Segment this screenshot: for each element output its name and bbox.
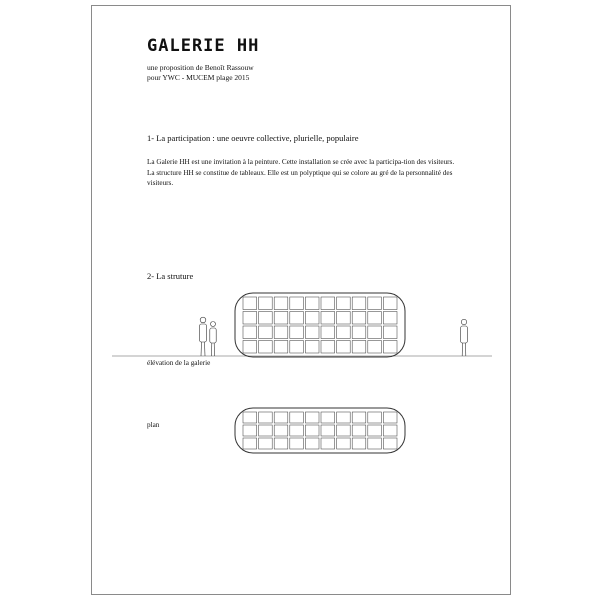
elevation-panel-grid <box>243 297 397 353</box>
canvas-panel <box>274 438 288 449</box>
canvas-panel <box>368 425 382 436</box>
subtitle-line-event: pour YWC - MUCEM plage 2015 <box>147 73 250 82</box>
canvas-panel <box>290 341 304 354</box>
canvas-panel <box>259 425 273 436</box>
canvas-panel <box>243 312 257 325</box>
canvas-panel <box>290 425 304 436</box>
canvas-panel <box>305 341 319 354</box>
elevation-label: élévation de la galerie <box>147 359 211 367</box>
canvas-panel <box>352 412 366 423</box>
canvas-panel <box>368 341 382 354</box>
canvas-panel <box>243 297 257 310</box>
canvas-panel <box>352 438 366 449</box>
canvas-panel <box>274 425 288 436</box>
canvas-panel <box>290 438 304 449</box>
canvas-panel <box>337 326 351 339</box>
human-figure-right <box>461 319 468 356</box>
canvas-panel <box>274 412 288 423</box>
canvas-panel <box>352 312 366 325</box>
canvas-panel <box>290 297 304 310</box>
canvas-panel <box>305 312 319 325</box>
canvas-panel <box>383 312 397 325</box>
section1-heading: 1- La participation : une oeuvre collective, plurielle, populaire <box>147 133 359 143</box>
canvas-panel <box>243 326 257 339</box>
canvas-panel <box>305 438 319 449</box>
canvas-panel <box>383 326 397 339</box>
section2-heading: 2- La struture <box>147 271 194 281</box>
canvas-panel <box>383 341 397 354</box>
canvas-panel <box>321 438 335 449</box>
canvas-panel <box>274 326 288 339</box>
canvas-panel <box>337 425 351 436</box>
canvas-panel <box>259 438 273 449</box>
plan-panel-grid <box>243 412 397 449</box>
canvas-panel <box>305 425 319 436</box>
section1-paragraph2: La structure HH se constitue de tableaux. Elle est un polyptique qui se colore au gré de la personnalité des visiteurs. <box>147 168 453 187</box>
canvas-panel <box>368 297 382 310</box>
canvas-panel <box>259 341 273 354</box>
canvas-panel <box>383 412 397 423</box>
canvas-panel <box>352 341 366 354</box>
canvas-panel <box>243 341 257 354</box>
canvas-panel <box>274 341 288 354</box>
canvas-panel <box>337 297 351 310</box>
canvas-panel <box>290 312 304 325</box>
canvas-panel <box>321 326 335 339</box>
canvas-panel <box>243 425 257 436</box>
canvas-panel <box>337 312 351 325</box>
canvas-panel <box>352 425 366 436</box>
canvas-panel <box>368 312 382 325</box>
canvas-panel <box>383 425 397 436</box>
canvas-panel <box>243 438 257 449</box>
structure-drawing <box>92 6 512 596</box>
canvas-panel <box>305 412 319 423</box>
canvas-panel <box>321 297 335 310</box>
subtitle-line-author: une proposition de Benoît Rassouw <box>147 63 254 72</box>
canvas-panel <box>274 312 288 325</box>
canvas-panel <box>243 412 257 423</box>
canvas-panel <box>259 312 273 325</box>
document-title: GALERIE HH <box>147 36 260 56</box>
plan-label: plan <box>147 421 160 429</box>
canvas-panel <box>290 326 304 339</box>
canvas-panel <box>337 412 351 423</box>
canvas-panel <box>321 312 335 325</box>
canvas-panel <box>305 326 319 339</box>
canvas-panel <box>337 341 351 354</box>
human-figure-left-2 <box>210 322 216 357</box>
canvas-panel <box>368 438 382 449</box>
canvas-panel <box>368 412 382 423</box>
canvas-panel <box>259 412 273 423</box>
human-figure-left-1 <box>200 317 207 356</box>
canvas-panel <box>290 412 304 423</box>
document-page <box>91 5 511 595</box>
canvas-panel <box>383 297 397 310</box>
canvas-panel <box>337 438 351 449</box>
canvas-panel <box>383 438 397 449</box>
canvas-panel <box>352 297 366 310</box>
canvas-panel <box>259 297 273 310</box>
canvas-panel <box>321 412 335 423</box>
canvas-panel <box>368 326 382 339</box>
canvas-panel <box>321 425 335 436</box>
canvas-panel <box>259 326 273 339</box>
canvas-panel <box>321 341 335 354</box>
canvas-panel <box>352 326 366 339</box>
canvas-panel <box>274 297 288 310</box>
canvas-panel <box>305 297 319 310</box>
section1-paragraph1: La Galerie HH est une invitation à la peinture. Cette installation se crée avec la participa-tion des visiteurs. <box>147 158 455 166</box>
